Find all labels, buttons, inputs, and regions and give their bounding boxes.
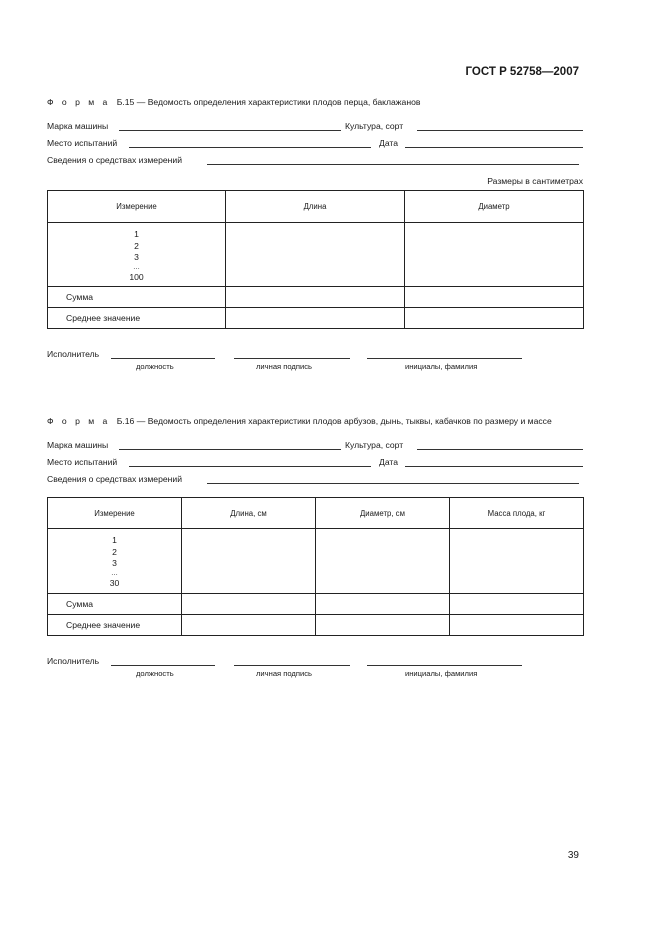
- position-caption: должность: [136, 362, 174, 371]
- signature-field[interactable]: [234, 665, 350, 666]
- signature-caption: личная подпись: [256, 362, 312, 371]
- sum-length-cell[interactable]: [226, 287, 405, 308]
- place-label: Место испытаний: [47, 457, 118, 467]
- culture-field[interactable]: [417, 449, 583, 450]
- diameter-cell[interactable]: [405, 223, 584, 287]
- col-length: Длина: [226, 191, 405, 223]
- culture-label: Культура, сорт: [345, 121, 404, 131]
- machine-label: Марка машины: [47, 121, 109, 131]
- form-title: Б.15 — Ведомость определения характеристики плодов перца, баклажанов: [116, 97, 421, 107]
- position-field[interactable]: [111, 358, 215, 359]
- number-1: 1: [134, 229, 139, 239]
- col-measurement: Измерение: [48, 191, 226, 223]
- instruments-field[interactable]: [207, 483, 579, 484]
- instruments-line: [47, 474, 583, 491]
- sum-diameter-cell[interactable]: [316, 594, 450, 615]
- place-date-line: [47, 457, 583, 474]
- mean-label: Среднее значение: [48, 615, 182, 636]
- mass-cell[interactable]: [450, 529, 584, 594]
- number-ellipsis: …: [133, 263, 140, 271]
- mean-label: Среднее значение: [48, 308, 226, 329]
- place-date-line: [47, 138, 583, 155]
- signature-caption: личная подпись: [256, 669, 312, 678]
- culture-field[interactable]: [417, 130, 583, 131]
- number-last: 100: [129, 271, 144, 282]
- measurement-table: [47, 497, 584, 636]
- form-caption: [47, 416, 583, 427]
- machine-field[interactable]: [119, 130, 341, 131]
- standard-designation: ГОСТ Р 52758—2007: [465, 66, 579, 78]
- date-field[interactable]: [405, 147, 583, 148]
- mean-length-cell[interactable]: [182, 615, 316, 636]
- col-mass: Масса плода, кг: [450, 498, 584, 529]
- machine-culture-line: [47, 121, 583, 138]
- measurement-table: [47, 190, 584, 329]
- machine-label: Марка машины: [47, 440, 109, 450]
- instruments-label: Сведения о средствах измерений: [47, 155, 182, 165]
- position-caption: должность: [136, 669, 174, 678]
- instruments-line: [47, 155, 583, 172]
- name-field[interactable]: [367, 665, 522, 666]
- sum-label: Сумма: [48, 594, 182, 615]
- signature-field[interactable]: [234, 358, 350, 359]
- col-diameter: Диаметр: [405, 191, 584, 223]
- number-ellipsis: …: [111, 569, 118, 577]
- executor-label: Исполнитель: [47, 349, 100, 359]
- form-b16: [47, 416, 583, 682]
- name-caption: инициалы, фамилия: [405, 362, 478, 371]
- diameter-cell[interactable]: [316, 529, 450, 594]
- mean-diameter-cell[interactable]: [405, 308, 584, 329]
- number-last: 30: [109, 577, 120, 588]
- place-label: Место испытаний: [47, 138, 118, 148]
- mean-diameter-cell[interactable]: [316, 615, 450, 636]
- date-label: Дата: [379, 457, 399, 467]
- length-cell[interactable]: [182, 529, 316, 594]
- col-diameter: Диаметр, см: [316, 498, 450, 529]
- mean-mass-cell[interactable]: [450, 615, 584, 636]
- instruments-label: Сведения о средствах измерений: [47, 474, 182, 484]
- col-length: Длина, см: [182, 498, 316, 529]
- units-note: Размеры в сантиметрах: [487, 176, 583, 186]
- number-3: 3: [134, 252, 139, 262]
- forma-word: Ф о р м а: [47, 97, 111, 107]
- number-2: 2: [134, 240, 139, 251]
- date-field[interactable]: [405, 466, 583, 467]
- number-1: 1: [112, 535, 117, 545]
- name-field[interactable]: [367, 358, 522, 359]
- executor-label: Исполнитель: [47, 656, 100, 666]
- form-title: Б.16 — Ведомость определения характеристики плодов арбузов, дынь, тыквы, кабачков по размеру и массе: [116, 416, 552, 426]
- sum-mass-cell[interactable]: [450, 594, 584, 615]
- col-measurement: Измерение: [48, 498, 182, 529]
- number-2: 2: [112, 546, 117, 557]
- form-b15: [47, 97, 583, 375]
- date-label: Дата: [379, 138, 399, 148]
- length-cell[interactable]: [226, 223, 405, 287]
- number-3: 3: [112, 558, 117, 568]
- sum-label: Сумма: [48, 287, 226, 308]
- name-caption: инициалы, фамилия: [405, 669, 478, 678]
- place-field[interactable]: [129, 466, 371, 467]
- page-number: 39: [567, 850, 579, 861]
- culture-label: Культура, сорт: [345, 440, 404, 450]
- machine-culture-line: [47, 440, 583, 457]
- mean-length-cell[interactable]: [226, 308, 405, 329]
- signature-block: [47, 349, 583, 375]
- instruments-field[interactable]: [207, 164, 579, 165]
- form-caption: [47, 97, 583, 108]
- position-field[interactable]: [111, 665, 215, 666]
- sum-diameter-cell[interactable]: [405, 287, 584, 308]
- forma-word: Ф о р м а: [47, 416, 111, 426]
- machine-field[interactable]: [119, 449, 341, 450]
- measurement-numbers: [48, 529, 182, 594]
- sum-length-cell[interactable]: [182, 594, 316, 615]
- place-field[interactable]: [129, 147, 371, 148]
- signature-block: [47, 656, 583, 682]
- measurement-numbers: [48, 223, 226, 287]
